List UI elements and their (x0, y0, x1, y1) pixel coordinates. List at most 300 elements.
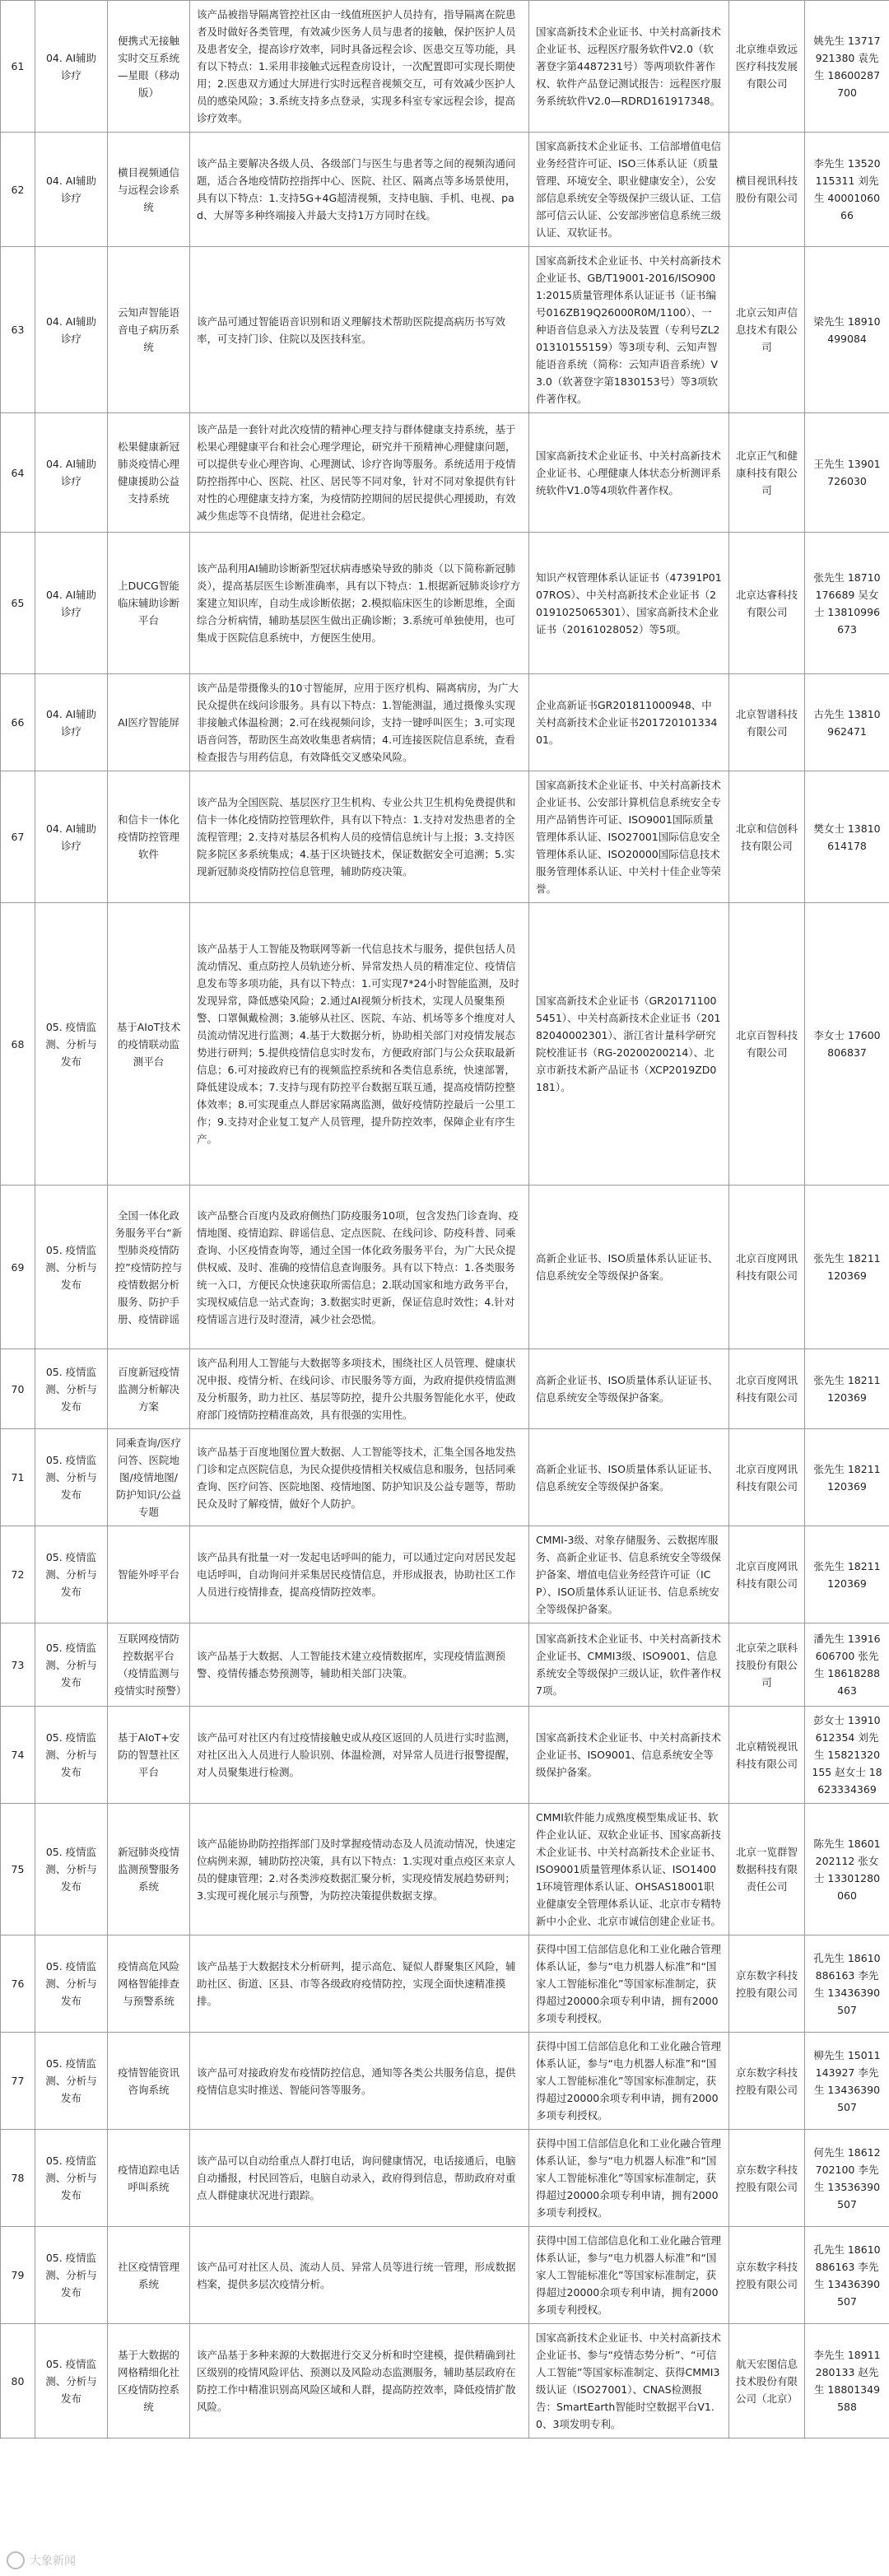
row-certification (529, 903, 729, 1186)
row-enterprise-text: 北京荣之联科技股份有限公司 (736, 1641, 798, 1689)
table-row (1, 2033, 889, 2130)
row-contact (805, 2324, 889, 2439)
row-enterprise (729, 1526, 805, 1623)
row-contact-text: 张先生 18211120369 (813, 1559, 881, 1590)
row-description-text: 该产品是带摄像头的10寸智能屏，应用于医疗机构、隔离病房，为广大民众提供在线问诊服务。具有以下特点：1.智能测温，通过摄像头实现非接触式体温检测；2.可在线视频问诊，支持一键呼叫医生；3.可实现语音问答，帮助医生高效收集患者病情；4.可连接医院信息系统，查看检查报告与用药信息，有效降低交叉感染风险。 (197, 682, 519, 763)
row-description-text: 该产品基于大数据技术分析研判，提示高危、疑似人群聚集区风险，辅助社区、街道、区县、市等各级政府疫情防控，实现全面快速精准摸排。 (197, 1960, 516, 2007)
row-description-text: 该产品基于百度地图位置大数据、人工智能等技术，汇集全国各地发热门诊和定点医院信息，为民众提供疫情相关权威信息和服务，包括同乘查询、医疗问答、医院地图、疫情地图、防护知识及公益专题等，帮助民众及时了解疫情，做好个人防护。 (197, 1445, 516, 1510)
row-certification-text: CMMI-3级、对象存储服务、云数据库服务、高新企业证书、信息系统安全等级保护备案、增值电信业务经营许可证（ICP）、ISO质量体系认证证书、信息系统安全等级保护备案。 (536, 1534, 722, 1615)
row-product-name (108, 247, 190, 413)
row-contact (805, 1186, 889, 1349)
row-enterprise-text: 京东数字科技控股有限公司 (736, 2260, 798, 2290)
row-description (190, 674, 529, 771)
row-contact (805, 413, 889, 533)
row-certification (529, 1186, 729, 1349)
row-description (190, 1349, 529, 1429)
row-description-text: 该产品是一套针对此次疫情的精神心理支持与群体健康支持系统，基于松果心理健康平台和社会心理学理论，研究并干预精神心理健康问题，可以提供专业心理咨询、心理测试、诊疗咨询等服务。系统适用于疫情防控指挥中心、医院、社区、居民等不同对象，针对不同对象提供有针对性的心理健康支持方案，为疫情防控期间的居民提供心理援助，有效减少焦虑等不良情绪，促进社会稳定。 (197, 423, 516, 522)
row-description (190, 413, 529, 533)
row-certification-text: 高新企业证书、ISO质量体系认证证书、信息系统安全等级保护备案。 (536, 1374, 719, 1404)
row-description (190, 1526, 529, 1623)
row-contact-text: 张先生 18211120369 (813, 1252, 881, 1282)
row-product-name-text: 基于AIoT技术的疫情联动监测平台 (116, 1020, 181, 1068)
row-product-name (108, 1804, 190, 1935)
row-contact-text: 姚先生 13717921380 袁先生 18600287700 (813, 34, 881, 99)
row-product-name (108, 1349, 190, 1429)
row-category-text: 05. 疫情监测、分析与发布 (45, 2357, 97, 2405)
row-category-text: 04. AI辅助诊疗 (45, 707, 97, 738)
row-category (35, 247, 108, 413)
row-contact (805, 1623, 889, 1707)
row-contact-text: 柳先生 15011143927 李先生 13436390507 (813, 2048, 881, 2113)
row-category (35, 1804, 108, 1935)
row-number-text: 71 (11, 1471, 25, 1484)
row-number (1, 1349, 35, 1429)
row-description-text: 该产品可通过智能语音识别和语义理解技术帮助医院提高病历书写效率，可支持门诊、住院以及医技科室。 (197, 314, 506, 345)
row-description-text: 该产品具有批量一对一发起电话呼叫的能力，可以通过定向对居民发起电话呼叫，自动询问并采集居民疫情信息，并形成报表，协助社区工作人员进行疫情排查，提高疫情防控效率。 (197, 1551, 516, 1598)
row-description-text: 该产品利用人工智能与大数据等多项技术，围绕社区人员管理、健康状况申报、疫情分析、在线问诊、市民服务等方面，为政府提供疫情监测及分析服务，助力社区、基层等防控，提升公共服务智能化水平，使政府部门疫情防控精准高效，具有很强的实用性。 (197, 1357, 516, 1421)
row-certification-text: 国家高新技术企业证书、中关村高新技术企业证书、GB/T19001-2016/ISO9001:2015质量管理体系认证证书（证书编号016ZB19Q26000R0M/1100）、一种语音信息录入方法及装置（专利号ZL201310155159）等3项专利、云知声智能语音系统（简称：云知声语音系统）V3.0（软著登字第1830153号）等3项软件著作权。 (536, 254, 722, 405)
row-enterprise (729, 1623, 805, 1707)
row-category-text: 05. 疫情监测、分析与发布 (45, 1731, 97, 1778)
row-description (190, 2130, 529, 2227)
row-category (35, 2324, 108, 2439)
row-product-name-text: 横目视频通信与远程会诊系统 (117, 165, 179, 213)
row-enterprise-text: 航天宏图信息技术股份有限公司（北京） (736, 2357, 798, 2405)
row-contact-text: 潘先生 13916606700 张先生 18618288463 (813, 1633, 881, 1697)
row-certification (529, 1623, 729, 1707)
row-number (1, 413, 35, 533)
row-number-text: 70 (11, 1382, 25, 1395)
row-certification (529, 2130, 729, 2227)
row-contact (805, 2033, 889, 2130)
row-contact-text: 彭女士 13910612354 刘先生 15821320155 赵女士 18623334369 (812, 1714, 882, 1796)
table-row (1, 533, 889, 674)
row-contact (805, 1349, 889, 1429)
row-certification-text: 国家高新技术企业证书、中关村高新技术企业证书、公安部计算机信息系统安全专用产品销售许可证、ISO9001国际质量管理体系认证、ISO27001国际信息安全管理体系认证、ISO20000国际信息技术服务管理体系认证、中关村十佳企业等荣誉。 (536, 779, 722, 895)
row-certification (529, 533, 729, 674)
row-number (1, 2324, 35, 2439)
table-row (1, 771, 889, 903)
row-description-text: 该产品基于大数据、人工智能技术建立疫情数据库，实现疫情监测预警、疫情传播态势预测等，辅助相关部门决策。 (197, 1650, 506, 1679)
row-category (35, 1349, 108, 1429)
row-product-name (108, 674, 190, 771)
row-product-name-text: 智能外呼平台 (117, 1568, 179, 1581)
row-contact-text: 樊女士 13810614178 (813, 822, 881, 852)
row-certification (529, 2227, 729, 2324)
row-number (1, 1804, 35, 1935)
table-body (1, 1, 889, 2439)
row-contact (805, 903, 889, 1186)
row-product-name (108, 1526, 190, 1623)
row-contact-text: 李先生 13520115311 刘先生 4000106066 (813, 157, 881, 221)
row-category-text: 04. AI辅助诊疗 (45, 458, 97, 487)
row-category (35, 674, 108, 771)
row-description (190, 1935, 529, 2033)
row-description (190, 133, 529, 247)
row-enterprise-text: 北京精锐视讯科技有限公司 (736, 1740, 798, 1770)
row-description (190, 1623, 529, 1707)
row-product-name (108, 2227, 190, 2324)
row-number (1, 2130, 35, 2227)
row-certification-text: 国家高新技术企业证书（GR201711005451）、中关村高新技术企业证书（20182040002301）、浙江省计量科学研究院校准证书（RG-20200200214）、北京市新技术新产品证书（XCP2019ZD0181）。 (536, 995, 721, 1093)
row-number-text: 77 (11, 2075, 25, 2087)
table-row (1, 674, 889, 771)
watermark (7, 2551, 76, 2569)
table-row (1, 1935, 889, 2033)
row-certification-text: 获得中国工信部信息化和工业化融合管理体系认证，参与“电力机器人标准”和“国家人工智能标准化”等国家标准制定，获得超过20000余项专利申请，拥有2000多项专利授权。 (536, 2234, 722, 2316)
row-number-text: 63 (11, 324, 25, 336)
row-certification-text: 国家高新技术企业证书、中关村高新技术企业证书、CMMI3级、ISO9001、信息系统安全等级保护三级认证，软件著作权7项。 (536, 1633, 722, 1697)
table-row (1, 1, 889, 133)
row-certification-text: 国家高新技术企业证书、中关村高新技术企业证书、ISO9001、信息系统安全等级保护备案。 (536, 1731, 722, 1778)
row-product-name (108, 413, 190, 533)
row-contact (805, 674, 889, 771)
row-product-name-text: 和信卡一体化疫情防控管理软件 (117, 813, 179, 860)
row-product-name (108, 903, 190, 1186)
table-row (1, 903, 889, 1186)
row-product-name (108, 1623, 190, 1707)
row-description-text: 该产品基于人工智能及物联网等新一代信息技术与服务，提供包括人员流动情况、重点防控人员轨迹分析、异常发热人员的精准定位、疫情信息发布等多项功能，具有以下特点：1.可实现7*24小时智能监测，及时发现异常，降低感染风险；2.通过AI视频分析技术，实现人员聚集预警、口罩佩戴检测；3.能够从社区、医院、车站、机场等多个维度对人员流动情况进行监测；4.基于大数据分析，协助相关部门对疫情发展态势进行研判；5.提供疫情信息实时发布，方便政府部门与公众获取最新信息；6.可对接政府已有的视频监控系统和各类信息系统，快速部署，降低建设成本；7.支持与现有防控平台数据互联互通，提高疫情防控整体效率；8.可实现重点人群居家隔离监测，做好疫情防控最后一公里工作；9.支持对企业复工复产人员管理，提升防控效率，保障企业有序生产。 (197, 943, 520, 1145)
row-contact (805, 2227, 889, 2324)
row-contact (805, 1707, 889, 1804)
row-certification-text: 获得中国工信部信息化和工业化融合管理体系认证，参与“电力机器人标准”和“国家人工智能标准化”等国家标准制定，获得超过20000余项专利申请，拥有2000多项专利授权。 (536, 2040, 722, 2122)
row-number (1, 133, 35, 247)
row-certification-text: 获得中国工信部信息化和工业化融合管理体系认证，参与“电力机器人标准”和“国家人工智能标准化”等国家标准制定，获得超过20000余项专利申请，拥有2000多项专利授权。 (536, 2137, 722, 2219)
row-category (35, 903, 108, 1186)
row-certification-text: 国家高新技术企业证书、中关村高新技术企业证书、心理健康人体状态分析测评系统软件V1.0等4项软件著作权。 (536, 449, 722, 496)
row-enterprise (729, 2130, 805, 2227)
table-row (1, 1804, 889, 1935)
row-enterprise (729, 2227, 805, 2324)
row-number-text: 78 (11, 2172, 25, 2184)
row-contact-text: 何先生 18612702100 李先生 13536390507 (813, 2145, 881, 2210)
row-product-name-text: 松果健康新冠肺炎疫情心理健康援助公益支持系统 (117, 440, 179, 505)
row-description (190, 247, 529, 413)
row-enterprise-text: 京东数字科技控股有限公司 (736, 1968, 798, 1999)
table-row (1, 247, 889, 413)
row-contact-text: 张先生 18211120369 (813, 1462, 881, 1493)
row-enterprise-text: 北京百度网讯科技有限公司 (736, 1559, 798, 1590)
row-product-name (108, 1935, 190, 2033)
row-enterprise-text: 北京百度网讯科技有限公司 (736, 1374, 798, 1404)
row-certification (529, 674, 729, 771)
row-category-text: 05. 疫情监测、分析与发布 (45, 1243, 97, 1291)
row-product-name-text: 社区疫情管理系统 (117, 2260, 179, 2290)
row-number-text: 65 (11, 597, 25, 609)
row-category-text: 05. 疫情监测、分析与发布 (45, 1960, 97, 2007)
row-number (1, 533, 35, 674)
row-product-name-text: 便携式无接触实时交互系统—星眼（移动版） (117, 34, 179, 99)
row-certification-text: 高新企业证书、ISO质量体系认证证书、信息系统安全等级保护备案。 (536, 1252, 719, 1282)
row-certification-text: 国家高新技术企业证书、中关村高新技术企业证书、参与“疫情态势分析”、“可信人工智能”等国家标准制定、获得CMMI3级认证（ISO27001）、CNAS检测报告：SmartEarth智能时空数据平台V1.0、3项发明专利。 (536, 2331, 722, 2430)
row-contact (805, 1429, 889, 1526)
row-product-name (108, 2324, 190, 2439)
row-number (1, 1935, 35, 2033)
row-product-name (108, 2033, 190, 2130)
row-certification (529, 1, 729, 133)
row-contact (805, 133, 889, 247)
row-number (1, 1429, 35, 1526)
row-category-text: 05. 疫情监测、分析与发布 (45, 1846, 97, 1893)
row-contact (805, 1804, 889, 1935)
row-description (190, 2227, 529, 2324)
row-contact-text: 张先生 18710176689 吴女士 13810996673 (813, 571, 881, 636)
row-enterprise (729, 1349, 805, 1429)
row-category (35, 2130, 108, 2227)
row-contact (805, 533, 889, 674)
row-description-text: 该产品可对社区内有过疫情接触史或从疫区返回的人员进行实时监测，对社区出入人员进行人脸识别、体温检测，对异常人员进行报警提醒，对人员聚集进行检测。 (197, 1731, 516, 1778)
row-product-name-text: 百度新冠疫情监测分析解决方案 (117, 1365, 179, 1413)
row-number (1, 903, 35, 1186)
row-product-name-text: 云知声智能语音电子病历系统 (117, 306, 179, 353)
row-certification (529, 2324, 729, 2439)
row-certification-text: CMMI软件能力成熟度模型集成证书、软件企业认证、双软企业证书、国家高新技术企业证书、中关村高新技术企业证书、ISO9001质量管理体系认证、ISO14001环境管理体系认证、OHSAS18001职业健康安全管理体系认证、北京市专精特新中小企业、北京市诚信创建企业证书。 (536, 1811, 722, 1927)
row-contact-text: 古先生 13810962471 (813, 707, 881, 738)
row-category-text: 04. AI辅助诊疗 (45, 51, 97, 82)
row-category (35, 1935, 108, 2033)
row-category-text: 05. 疫情监测、分析与发布 (45, 1020, 97, 1068)
row-category (35, 771, 108, 903)
row-enterprise (729, 674, 805, 771)
row-enterprise (729, 903, 805, 1186)
row-certification (529, 2033, 729, 2130)
row-contact (805, 771, 889, 903)
row-category-text: 05. 疫情监测、分析与发布 (45, 1641, 97, 1689)
row-number-text: 73 (11, 1658, 25, 1671)
row-product-name-text: 同乘查询/医疗问答、医院地图/疫情地图/防护知识/公益专题 (115, 1437, 182, 1518)
row-number-text: 72 (11, 1568, 25, 1581)
table-row (1, 413, 889, 533)
row-certification (529, 1526, 729, 1623)
row-description (190, 1429, 529, 1526)
row-enterprise (729, 533, 805, 674)
row-contact (805, 1935, 889, 2033)
row-enterprise-text: 北京百智科技有限公司 (736, 1029, 798, 1059)
row-category (35, 1429, 108, 1526)
row-enterprise (729, 1804, 805, 1935)
row-number (1, 1623, 35, 1707)
row-contact (805, 247, 889, 413)
row-enterprise-text: 北京正气和健康科技有限公司 (736, 449, 798, 496)
row-description-text: 该产品主要解决各级人员、各级部门与医生与患者等之间的视频沟通问题，适合各地疫情防控指挥中心、医院、社区、隔离点等多场景使用，具有以下特点：1.支持5G+4G超清视频，支持电脑、手机、电视、pad、大屏等多种终端接入并最大支持1万方同时在线。 (197, 157, 516, 221)
row-category (35, 2033, 108, 2130)
row-number-text: 61 (11, 60, 25, 72)
row-contact-text: 陈先生 18601202112 张女士 13301280060 (813, 1837, 881, 1902)
row-contact-text: 张先生 18211120369 (813, 1374, 881, 1404)
row-certification (529, 771, 729, 903)
row-number-text: 67 (11, 831, 25, 843)
row-certification (529, 413, 729, 533)
row-enterprise-text: 北京智谱科技有限公司 (736, 707, 798, 738)
row-description (190, 1707, 529, 1804)
row-number-text: 69 (11, 1260, 25, 1274)
row-contact-text: 李先生 18911280133 赵先生 18801349588 (813, 2349, 881, 2413)
row-number-text: 75 (11, 1863, 25, 1875)
row-product-name-text: AI医疗智能屏 (118, 716, 179, 729)
row-enterprise-text: 北京达睿科技有限公司 (736, 588, 798, 618)
row-description (190, 903, 529, 1186)
row-number-text: 68 (11, 1037, 25, 1050)
row-category (35, 1526, 108, 1623)
row-number-text: 79 (11, 2269, 25, 2281)
row-category (35, 533, 108, 674)
row-category-text: 04. AI辅助诊疗 (45, 175, 97, 204)
row-description-text: 该产品为全国医院、基层医疗卫生机构、专业公共卫生机构免费提供和信卡一体化疫情防控管理软件，具有以下特点：1.支持对发热患者的全流程管理；2.支持对基层各机构人员的疫情信息统计与上报；3.支持医院多院区多系统集成；4.基于区块链技术，保证数据安全可追溯；5.实现新冠肺炎疫情防控信息管理，辅助防疫决策。 (197, 796, 516, 878)
row-product-name-text: 上DUCG智能临床辅助诊断平台 (117, 580, 179, 627)
row-number (1, 771, 35, 903)
row-enterprise (729, 2033, 805, 2130)
row-description (190, 1, 529, 133)
row-description (190, 533, 529, 674)
row-description (190, 1804, 529, 1935)
row-contact (805, 2130, 889, 2227)
row-enterprise-text: 北京百度网讯科技有限公司 (736, 1252, 798, 1282)
row-number (1, 1, 35, 133)
row-number (1, 674, 35, 771)
row-enterprise (729, 413, 805, 533)
row-description (190, 1186, 529, 1349)
row-certification-text: 高新企业证书、ISO质量体系认证证书、信息系统安全等级保护备案。 (536, 1462, 719, 1493)
row-certification (529, 1429, 729, 1526)
row-product-name (108, 533, 190, 674)
row-enterprise (729, 1186, 805, 1349)
table-row (1, 1707, 889, 1804)
row-enterprise (729, 771, 805, 903)
row-certification (529, 247, 729, 413)
row-enterprise-text: 京东数字科技控股有限公司 (736, 2066, 798, 2096)
row-product-name-text: 互联网疫情防控数据平台（疫情监测与疫情实时预警） (114, 1633, 187, 1697)
row-enterprise (729, 1935, 805, 2033)
table-row (1, 2227, 889, 2324)
row-category (35, 1707, 108, 1804)
row-description-text: 该产品可对接政府发布疫情防控信息，通知等各类公共服务信息，提供疫情信息实时推送、智能问答等服务。 (197, 2066, 516, 2096)
row-product-name (108, 771, 190, 903)
row-number-text: 62 (11, 183, 25, 196)
row-certification-text: 获得中国工信部信息化和工业化融合管理体系认证，参与“电力机器人标准”和“国家人工智能标准化”等国家标准制定，获得超过20000余项专利申请，拥有2000多项专利授权。 (536, 1943, 722, 2024)
row-certification (529, 133, 729, 247)
row-category (35, 1623, 108, 1707)
row-certification (529, 1935, 729, 2033)
row-enterprise (729, 1429, 805, 1526)
row-contact-text: 李女士 17600806837 (813, 1029, 881, 1059)
row-product-name-text: 疫情追踪电话呼叫系统 (117, 2163, 179, 2193)
row-enterprise-text: 北京维卓致远医疗科技发展有限公司 (736, 43, 798, 90)
row-category-text: 05. 疫情监测、分析与发布 (45, 2252, 97, 2299)
row-category-text: 04. AI辅助诊疗 (45, 822, 97, 852)
row-product-name-text: 疫情智能资讯咨询系统 (117, 2066, 179, 2096)
table-row (1, 133, 889, 247)
row-product-name (108, 1707, 190, 1804)
row-category-text: 04. AI辅助诊疗 (45, 314, 97, 345)
row-certification (529, 1349, 729, 1429)
row-product-name (108, 2130, 190, 2227)
watermark-text: 大象新闻 (30, 2555, 76, 2568)
row-enterprise-text: 京东数字科技控股有限公司 (736, 2163, 798, 2193)
row-category-text: 05. 疫情监测、分析与发布 (45, 2154, 97, 2201)
row-enterprise-text: 北京一览群智数据科技有限责任公司 (736, 1846, 798, 1893)
row-contact (805, 1526, 889, 1623)
row-category-text: 05. 疫情监测、分析与发布 (45, 1454, 97, 1501)
row-number (1, 1186, 35, 1349)
row-description-text: 该产品被指导隔离管控社区由一线值班医护人员持有，指导隔离在院患者及时做好各类管理，有效减少医务人员与患者的接触，保护医护人员及患者安全，提高诊疗效率，同时具备远程会诊、医患交互等功能，具有以下特点：1.采用非接触式远程查房设计，一次配置即可实现长期使用；2.医患双方通过大屏进行实时远程音视频交互，可有效减少医护人员的感染风险；3.系统支持多点登录，实现多科室专家远程会诊，提高诊疗效率。 (197, 8, 516, 124)
row-number-text: 76 (11, 1977, 25, 1990)
row-description-text: 该产品利用AI辅助诊断新型冠状病毒感染导致的肺炎（以下简称新冠肺炎），提高基层医生诊断准确率，具有以下特点：1.根据新冠肺炎诊疗方案建立知识库，自动生成诊断依据；2.模拟临床医生的诊断思维，全面综合分析病情，辅助基层医生做出正确诊断；3.系统可单独使用，也可集成于医院信息系统中，方便医生使用。 (197, 562, 521, 644)
table-row (1, 1349, 889, 1429)
row-enterprise (729, 1, 805, 133)
row-product-name-text: 全国一体化政务服务平台“新型肺炎疫情防控”疫情防控与疫情数据分析服务、防护手册、疫情辟谣 (114, 1209, 183, 1325)
row-number (1, 2033, 35, 2130)
row-product-name (108, 1186, 190, 1349)
row-number-text: 80 (11, 2374, 25, 2387)
row-category (35, 1186, 108, 1349)
row-description-text: 该产品可对社区人员、流动人员、异常人员等进行统一管理，形成数据档案，提供多层次疫情分析。 (197, 2260, 516, 2290)
row-contact-text: 孔先生 18610886163 李先生 13436390507 (813, 1951, 881, 2016)
row-contact-text: 梁先生 18910499084 (813, 314, 881, 345)
row-description (190, 2033, 529, 2130)
row-description (190, 771, 529, 903)
row-certification-text: 国家高新技术企业证书、工信部增值电信业务经营许可证、ISO三体系认证（质量管理、环境安全、职业健康安全），公安部信息系统安全等级保护三级认证、工信部可信云认证、公安部涉密信息系统三级认证、双软证书。 (536, 140, 722, 239)
row-number (1, 1526, 35, 1623)
row-certification (529, 1804, 729, 1935)
row-category (35, 1, 108, 133)
row-contact-text: 孔先生 18610886163 李先生 13436390507 (813, 2243, 881, 2308)
row-enterprise (729, 133, 805, 247)
watermark-logo-icon (7, 2551, 25, 2569)
row-product-name-text: 新冠肺炎疫情监测预警服务系统 (117, 1846, 179, 1893)
row-product-name-text: 基于大数据的网格精细化社区疫情防控系统 (117, 2349, 179, 2413)
row-number (1, 2227, 35, 2324)
row-enterprise (729, 2324, 805, 2439)
row-description (190, 2324, 529, 2439)
table-row (1, 1429, 889, 1526)
row-number-text: 66 (11, 716, 25, 729)
row-category-text: 05. 疫情监测、分析与发布 (45, 2057, 97, 2104)
table-row (1, 1526, 889, 1623)
row-description-text: 该产品能协助防控指挥部门及时掌握疫情动态及人员流动情况，快速定位病例来源，辅助防控决策，具有以下特点：1.实现对重点疫区来京人员的健康管理；2.对各类涉疫数据汇聚分析，实现疫情发展趋势研判；3.实现可视化展示与预警，为防控决策提供数据支撑。 (197, 1837, 516, 1902)
row-contact-text: 王先生 13901726030 (813, 458, 881, 487)
row-certification-text: 企业高新证书GR201811000948、中关村高新技术企业证书20172010133401。 (536, 699, 718, 746)
row-product-name-text: 疫情高危风险网格智能排查与预警系统 (117, 1960, 179, 2007)
row-number-text: 74 (11, 1749, 25, 1761)
row-product-name (108, 1429, 190, 1526)
row-enterprise-text: 北京云知声信息技术有限公司 (736, 306, 798, 353)
row-category (35, 413, 108, 533)
row-category-text: 05. 疫情监测、分析与发布 (45, 1551, 97, 1598)
row-certification-text: 国家高新技术企业证书、中关村高新技术企业证书、远程医疗服务软件V2.0（软著登字第4487231号）等两项软件著作权、软件产品登记测试报告：远程医疗服务系统软件V2.0—RDRD161917348。 (536, 26, 722, 107)
row-enterprise-text: 北京百度网讯科技有限公司 (736, 1462, 798, 1493)
row-contact (805, 1, 889, 133)
row-description-text: 该产品可以自动给重点人群打电话，询问健康情况，电话接通后，电脑自动播报，村民回答后，电脑自动录入，政府得到信息，帮助政府对重点人群健康状况进行跟踪。 (197, 2154, 516, 2201)
table-row (1, 1623, 889, 1707)
row-number-text: 64 (11, 466, 25, 479)
row-enterprise-text: 北京和信创科技有限公司 (736, 822, 798, 852)
table-row (1, 2130, 889, 2227)
row-enterprise-text: 横目视讯科技股份有限公司 (736, 175, 798, 204)
row-enterprise (729, 247, 805, 413)
row-product-name (108, 133, 190, 247)
row-description-text: 该产品基于多种来源的大数据进行交叉分析和时空建模，提供精确到社区级别的疫情风险评估、预测以及风险动态监测服务，辅助基层政府在防控工作中精准识别高风险区域和人群，提高防控效率，降低疫情扩散风险。 (197, 2349, 516, 2413)
row-category-text: 05. 疫情监测、分析与发布 (45, 1365, 97, 1413)
row-category-text: 04. AI辅助诊疗 (45, 588, 97, 618)
table-row (1, 1186, 889, 1349)
row-number (1, 1707, 35, 1804)
row-product-name-text: 基于AIoT+安防的智慧社区平台 (117, 1731, 180, 1778)
row-certification-text: 知识产权管理体系认证证书（47391P0107ROS）、中关村高新技术企业证书（20191025065301）、国家高新技术企业证书（20161028052）等5项。 (536, 571, 722, 636)
row-description-text: 该产品整合百度内及政府侧热门防疫服务10项，包含发热门诊查询、疫情地图、疫情追踪、辟谣信息、定点医院、在线问诊、防疫科普、同乘查询、小区疫情查询等，通过全国一体化政务服务平台，为广大民众提供权威、及时、准确的疫情信息查询服务。具有以下特点：1.各类服务统一入口，方便民众快速获取所需信息；2.联动国家和地方政务平台，实现权威信息一站式查询；3.数据实时更新，保证信息时效性；4.针对疫情谣言进行及时澄清，减少社会恐慌。 (197, 1209, 519, 1325)
table-row (1, 2324, 889, 2439)
row-product-name (108, 1, 190, 133)
row-category (35, 2227, 108, 2324)
